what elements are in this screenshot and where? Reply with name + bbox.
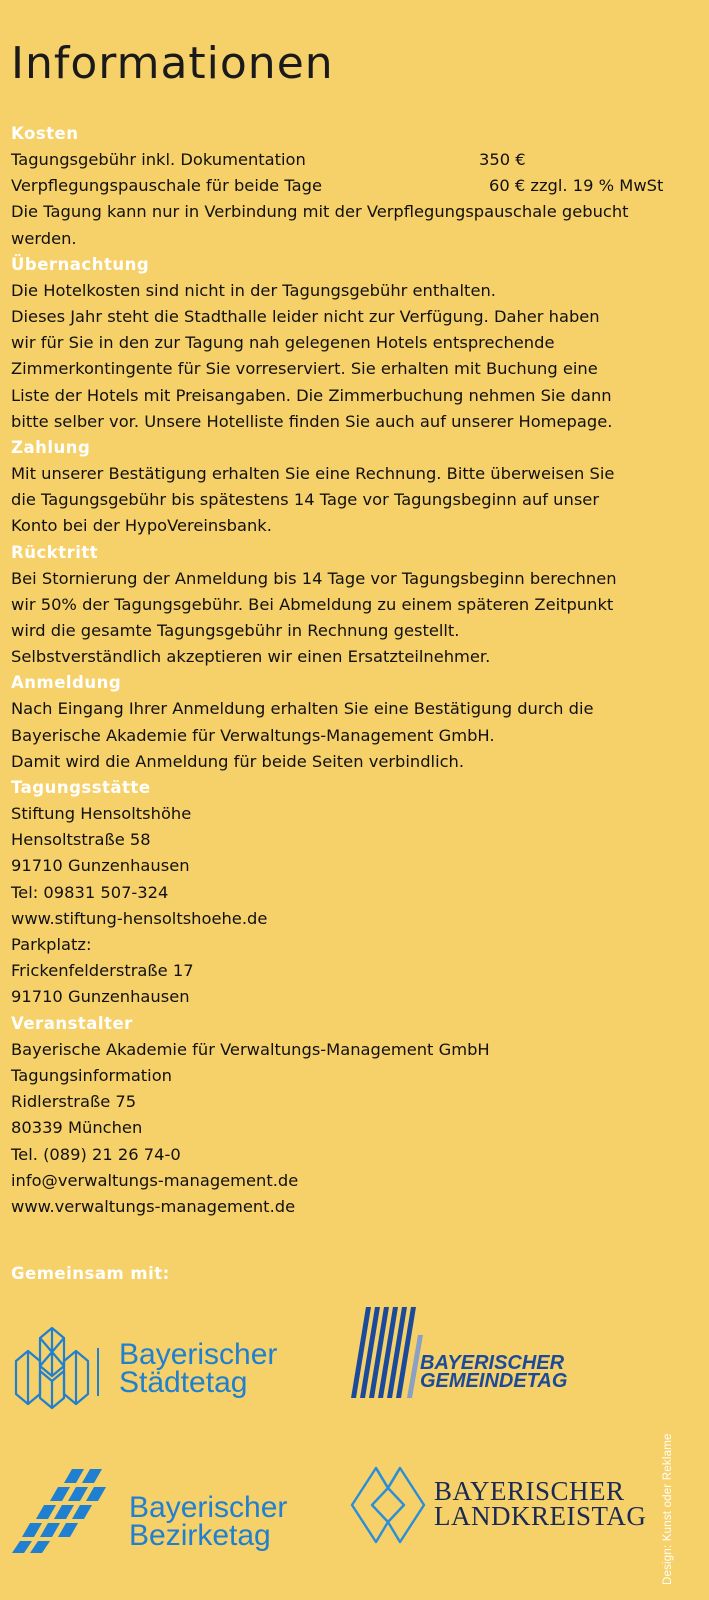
page-title: Informationen <box>11 38 334 89</box>
text-line: Die Tagung kann nur in Verbindung mit der Verpflegungspauschale gebucht <box>11 202 629 222</box>
venue-street: Hensoltstraße 58 <box>11 830 151 850</box>
organizer-name: Bayerische Akademie für Verwaltungs-Management GmbH <box>11 1039 490 1059</box>
parking-city: 91710 Gunzenhausen <box>11 987 190 1007</box>
text-line: Damit wird die Anmeldung für beide Seiten verbindlich. <box>11 751 465 771</box>
bezirketag-name-line2: Bezirketag <box>129 1519 271 1552</box>
cost-label: Tagungsgebühr inkl. Dokumentation <box>11 150 306 169</box>
section-heading-kosten: Kosten <box>11 124 79 143</box>
text-line: wir 50% der Tagungsgebühr. Bei Abmeldung zu einem späteren Zeitpunkt <box>11 594 614 614</box>
text-line: wir für Sie in den zur Tagung nah gelegenen Hotels entsprechende <box>11 333 555 353</box>
text-line: bitte selber vor. Unsere Hotelliste finden Sie auch auf unserer Homepage. <box>11 411 613 431</box>
section-heading-veranstalter: Veranstalter <box>11 1013 133 1033</box>
organizer-phone: Tel. (089) 21 26 74-0 <box>11 1144 181 1164</box>
gemeindetag-name-line1: BAYERISCHER <box>420 1352 565 1374</box>
text-line: Liste der Hotels mit Preisangaben. Die Zimmerbuchung nehmen Sie dann <box>11 385 612 405</box>
landkreistag-name-line2: LANDKREISTAG <box>434 1501 647 1531</box>
landkreistag-name-line1: BAYERISCHER <box>434 1476 625 1506</box>
parking-street: Frickenfelderstraße 17 <box>11 961 194 981</box>
partners-heading: Gemeinsam mit: <box>11 1264 170 1283</box>
text-line: die Tagungsgebühr bis spätestens 14 Tage vor Tagungsbeginn auf unser <box>11 490 600 510</box>
landkreistag-emblem-icon <box>346 1460 430 1550</box>
organizer-street: Ridlerstraße 75 <box>11 1092 137 1112</box>
cost-row <box>11 173 691 199</box>
cost-value: 60 € zzgl. 19 % MwSt <box>489 176 664 196</box>
bezirketag-logo <box>12 1465 312 1555</box>
section-heading-uebernachtung: Übernachtung <box>11 254 150 274</box>
text-line: Bayerische Akademie für Verwaltungs-Management GmbH. <box>11 725 495 745</box>
gemeindetag-logo <box>348 1305 588 1400</box>
staedtetag-name-line2: Städtetag <box>119 1366 248 1399</box>
info-content <box>11 121 691 1220</box>
text-line: Selbstverständlich akzeptieren wir einen Ersatzteilnehmer. <box>11 647 491 667</box>
text-line: wird die gesamte Tagungsgebühr in Rechnung gestellt. <box>11 621 460 641</box>
text-line: werden. <box>11 228 77 248</box>
staedtetag-logo <box>12 1326 312 1411</box>
text-line: Bei Stornierung der Anmeldung bis 14 Tage vor Tagungsbeginn berechnen <box>11 568 617 588</box>
venue-name: Stiftung Hensoltshöhe <box>11 804 192 824</box>
organizer-website-link[interactable]: www.verwaltungs-management.de <box>11 1196 296 1216</box>
design-credit: Design: Kunst oder Reklame <box>662 1433 674 1585</box>
section-heading-anmeldung: Anmeldung <box>11 673 122 693</box>
section-heading-ruecktritt: Rücktritt <box>11 542 99 562</box>
venue-city: 91710 Gunzenhausen <box>11 856 190 876</box>
staedtetag-divider <box>97 1348 99 1396</box>
text-line: Konto bei der HypoVereinsbank. <box>11 516 272 536</box>
cost-label: Verpflegungspauschale für beide Tage <box>11 176 322 196</box>
text-line: Die Hotelkosten sind nicht in der Tagungsgebühr enthalten. <box>11 280 496 300</box>
bezirketag-name-line1: Bayerischer <box>129 1491 288 1524</box>
section-heading-zahlung: Zahlung <box>11 438 91 458</box>
organizer-department: Tagungsinformation <box>11 1065 172 1085</box>
section-heading-tagungsstaette: Tagungsstätte <box>11 778 151 798</box>
gemeindetag-name-line2: GEMEINDETAG <box>420 1370 568 1392</box>
landkreistag-logo <box>346 1460 646 1550</box>
text-line: Nach Eingang Ihrer Anmeldung erhalten Sie eine Bestätigung durch die <box>11 699 594 719</box>
text-line: Zimmerkontingente für Sie vorreserviert. Sie erhalten mit Buchung eine <box>11 359 598 379</box>
cost-value: 350 € <box>479 150 526 169</box>
venue-website-link[interactable]: www.stiftung-hensoltshoehe.de <box>11 908 268 928</box>
text-line: Mit unserer Bestätigung erhalten Sie eine Rechnung. Bitte überweisen Sie <box>11 464 615 484</box>
bezirketag-emblem-icon <box>12 1465 112 1555</box>
organizer-email-link[interactable]: info@verwaltungs-management.de <box>11 1170 299 1190</box>
staedtetag-name-line1: Bayerischer <box>119 1338 278 1371</box>
venue-phone: Tel: 09831 507-324 <box>11 882 169 902</box>
cost-row <box>11 147 691 173</box>
text-line: Dieses Jahr steht die Stadthalle leider nicht zur Verfügung. Daher haben <box>11 307 600 327</box>
parking-label: Parkplatz: <box>11 935 92 955</box>
organizer-city: 80339 München <box>11 1118 143 1138</box>
staedtetag-emblem-icon <box>12 1326 92 1411</box>
